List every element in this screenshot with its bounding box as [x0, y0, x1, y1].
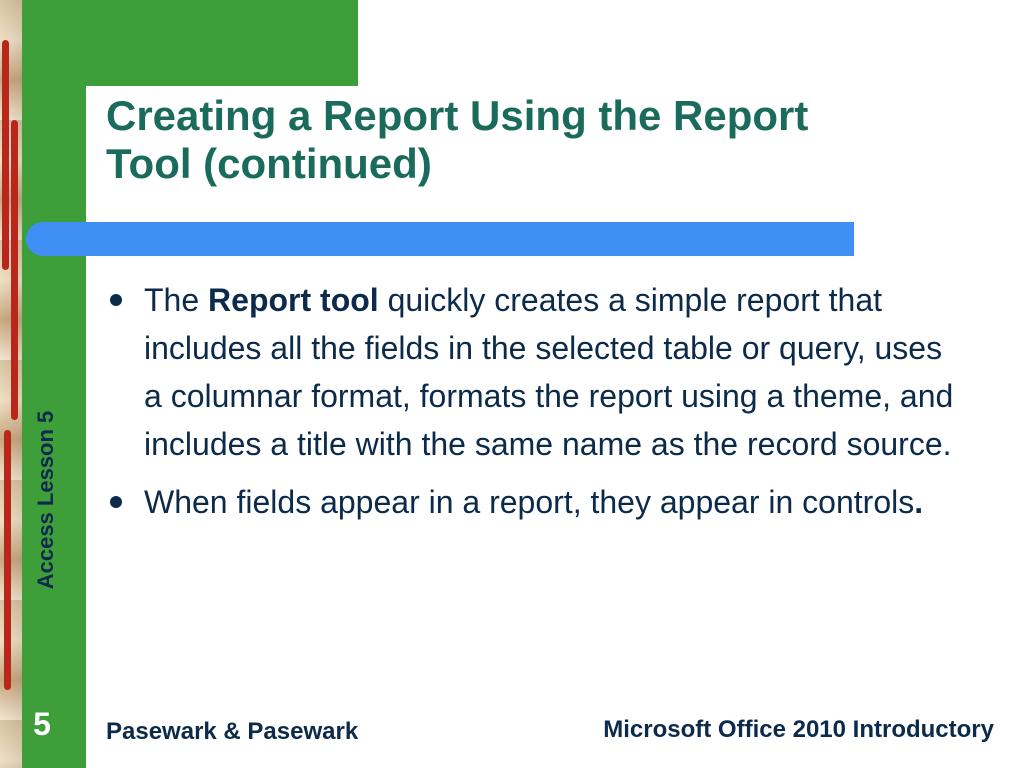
flower-stem-graphic: [4, 430, 11, 690]
footer-publisher: Pasewark & Pasewark: [106, 718, 359, 745]
title-divider-bar: [26, 222, 854, 256]
slide-title: Creating a Report Using the Report Tool (continued): [106, 92, 809, 187]
bullet-item: [104, 276, 964, 468]
bullet-list: [104, 276, 964, 536]
bullet-text: The: [144, 282, 209, 318]
bullet-dot-icon: [110, 294, 122, 306]
bullet-text: quickly creates a simple report that includes all the fields in the selected table or query, uses a columnar format, formats the report using a theme, and includes a title with the same name as the record source.: [144, 282, 954, 462]
bullet-bold-term: .: [914, 484, 924, 520]
bullet-bold-term: Report tool: [208, 282, 379, 318]
footer-course-title: Microsoft Office 2010 Introductory: [603, 716, 994, 743]
bullet-item: [104, 478, 964, 526]
decorative-photo-strip: [0, 0, 22, 768]
bullet-dot-icon: [110, 496, 122, 508]
lesson-side-label: Access Lesson 5: [33, 410, 58, 590]
flower-stem-graphic: [2, 40, 9, 270]
bullet-text: When fields appear in a report, they appear in controls: [144, 484, 915, 520]
flower-stem-graphic: [11, 120, 18, 420]
slide-number: 5: [33, 706, 51, 742]
top-color-band: [22, 0, 358, 86]
side-color-band: [22, 0, 86, 768]
